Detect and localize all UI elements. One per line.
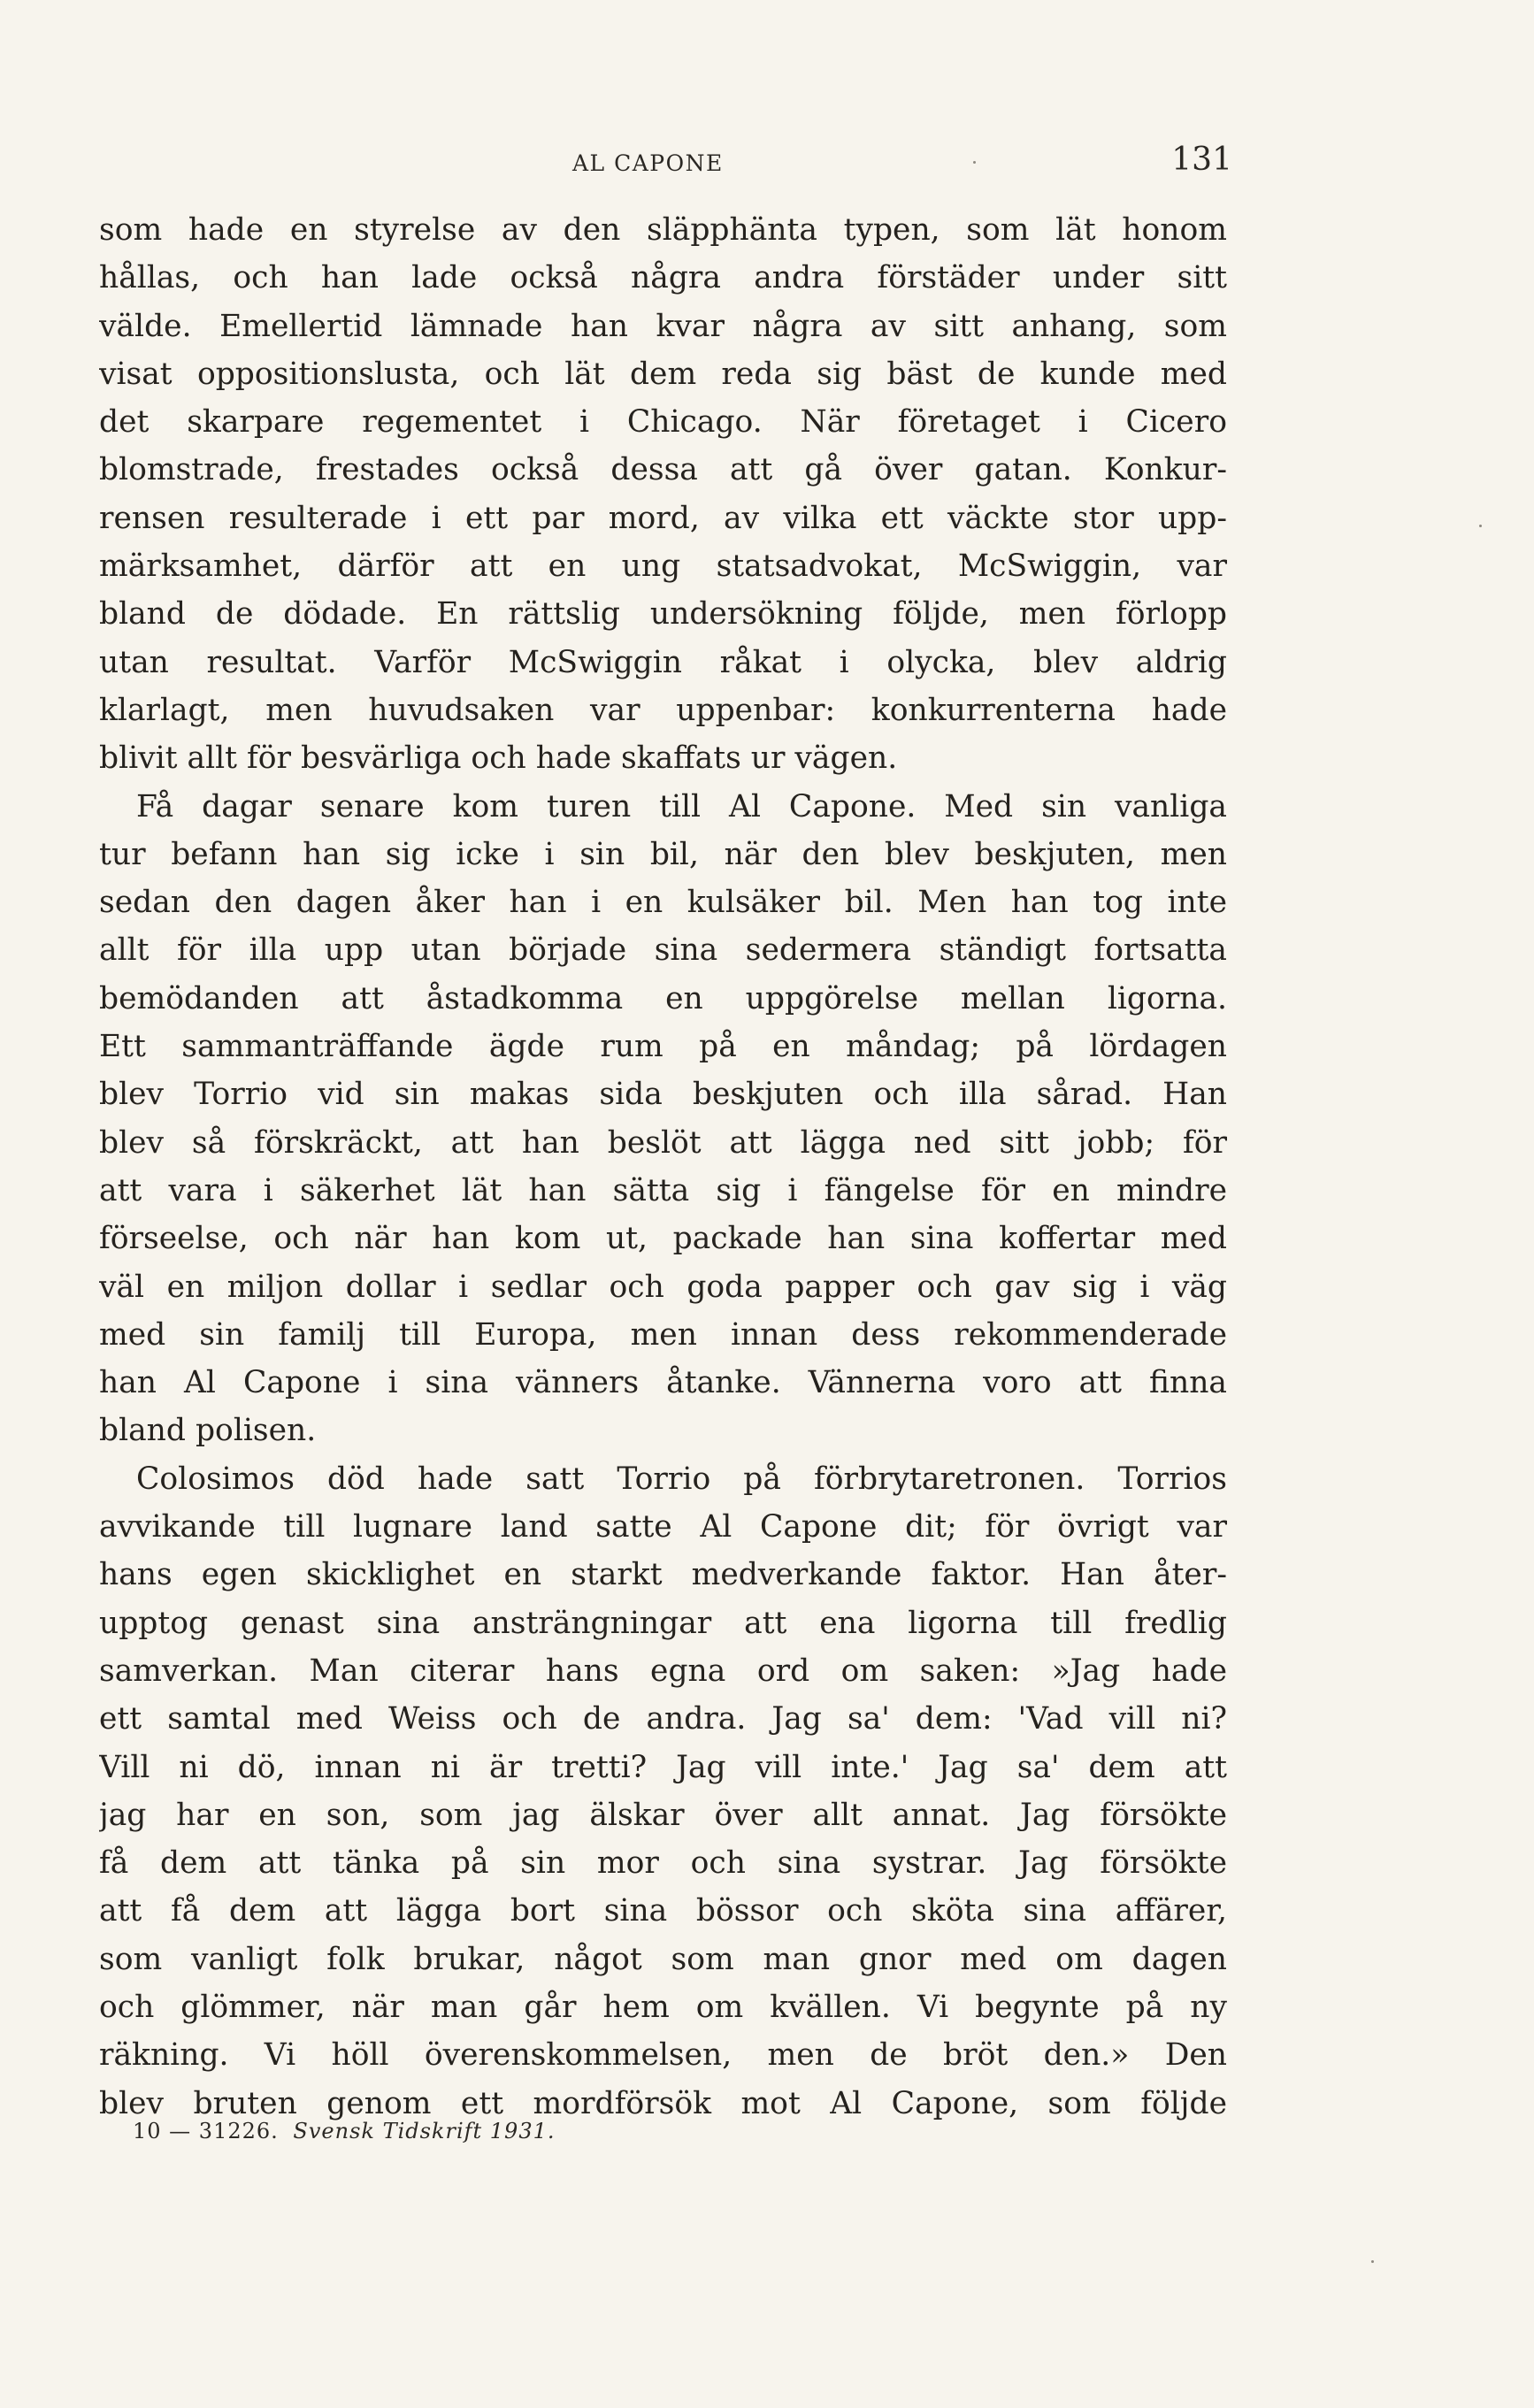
text-line: bland de dödade. En rättslig undersökning följde, men förlopp — [99, 596, 1227, 633]
text-line: han Al Capone i sina vänners åtanke. Vännerna voro att finna — [99, 1365, 1227, 1401]
paper-speck — [1371, 2260, 1374, 2263]
text-line: sedan den dagen åker han i en kulsäker bil. Men han tog inte — [99, 885, 1227, 921]
text-line: tur befann han sig icke i sin bil, när den blev beskjuten, men — [99, 836, 1227, 872]
text-line: att vara i säkerhet lät han sätta sig i fängelse för en mindre — [99, 1172, 1227, 1208]
text-line: som hade en styrelse av den släpphänta typen, som lät honom — [99, 212, 1227, 248]
text-line: blivit allt för besvärliga och hade skaffats ur vägen. — [99, 740, 898, 777]
text-line: och glömmer, när man går hem om kvällen. Vi begynte på ny — [99, 1989, 1227, 2025]
page-footer — [133, 2119, 556, 2143]
text-line: Vill ni dö, innan ni är tretti? Jag vill inte.' Jag sa' dem att — [99, 1749, 1227, 1785]
text-line: få dem att tänka på sin mor och sina systrar. Jag försökte — [99, 1845, 1227, 1882]
text-line: ett samtal med Weiss och de andra. Jag sa' dem: 'Vad vill ni? — [99, 1701, 1227, 1737]
printer-signature: 10 — 31226. — [133, 2119, 279, 2143]
text-line: väl en miljon dollar i sedlar och goda papper och gav sig i väg — [99, 1269, 1227, 1305]
text-line: upptog genast sina ansträngningar att ena ligorna till fredlig — [99, 1605, 1227, 1641]
text-line: blomstrade, frestades också dessa att gå över gatan. Konkur- — [99, 452, 1227, 488]
text-line: avvikande till lugnare land satte Al Capone dit; för övrigt var — [99, 1509, 1227, 1545]
text-line: märksamhet, därför att en ung statsadvokat, McSwiggin, var — [99, 548, 1227, 585]
text-line: som vanligt folk brukar, något som man gnor med om dagen — [99, 1941, 1227, 1977]
body-text — [99, 206, 1227, 2128]
text-line: hållas, och han lade också några andra förstäder under sitt — [99, 260, 1227, 296]
text-line: välde. Emellertid lämnade han kvar några av sitt anhang, som — [99, 308, 1227, 344]
page-header — [99, 133, 1232, 186]
running-head: AL CAPONE — [572, 150, 724, 176]
text-line: Ett sammanträffande ägde rum på en måndag; på lördagen — [99, 1029, 1227, 1065]
text-line: bemödanden att åstadkomma en uppgörelse mellan ligorna. — [99, 980, 1227, 1016]
text-line: jag har en son, som jag älskar över allt annat. Jag försökte — [99, 1797, 1227, 1833]
text-line: förseelse, och när han kom ut, packade han sina koffertar med — [99, 1221, 1227, 1257]
text-line: visat oppositionslusta, och lät dem reda sig bäst de kunde med — [99, 356, 1227, 392]
paper-speck — [1479, 525, 1482, 527]
text-line: klarlagt, men huvudsaken var uppenbar: konkurrenterna hade — [99, 692, 1227, 728]
page-number: 131 — [1171, 142, 1232, 178]
text-line: blev så förskräckt, att han beslöt att lägga ned sitt jobb; för — [99, 1124, 1227, 1161]
text-line: utan resultat. Varför McSwiggin råkat i olycka, blev aldrig — [99, 644, 1227, 680]
text-line: blev Torrio vid sin makas sida beskjuten och illa sårad. Han — [99, 1077, 1227, 1113]
text-line: räkning. Vi höll överenskommelsen, men de bröt den.» Den — [99, 2037, 1227, 2074]
text-line: blev bruten genom ett mordförsök mot Al Capone, som följde — [99, 2085, 1227, 2121]
text-line: med sin familj till Europa, men innan dess rekommenderade — [99, 1316, 1227, 1353]
text-line: allt för illa upp utan började sina sedermera ständigt fortsatta — [99, 932, 1227, 969]
text-line: samverkan. Man citerar hans egna ord om saken: »Jag hade — [99, 1653, 1227, 1689]
text-line: det skarpare regementet i Chicago. När företaget i Cicero — [99, 404, 1227, 441]
text-line: rensen resulterade i ett par mord, av vilka ett väckte stor upp- — [99, 500, 1227, 536]
text-line: att få dem att lägga bort sina bössor och sköta sina affärer, — [99, 1893, 1227, 1929]
text-line: hans egen skicklighet en starkt medverkande faktor. Han åter- — [99, 1557, 1227, 1593]
paper-speck — [973, 161, 976, 164]
paragraph-start-line: Colosimos död hade satt Torrio på förbrytaretronen. Torrios — [136, 1461, 1227, 1497]
paragraph-start-line: Få dagar senare kom turen till Al Capone. Med sin vanliga — [136, 788, 1227, 824]
text-line: bland polisen. — [99, 1413, 317, 1449]
publication-name: Svensk Tidskrift 1931. — [293, 2119, 556, 2143]
